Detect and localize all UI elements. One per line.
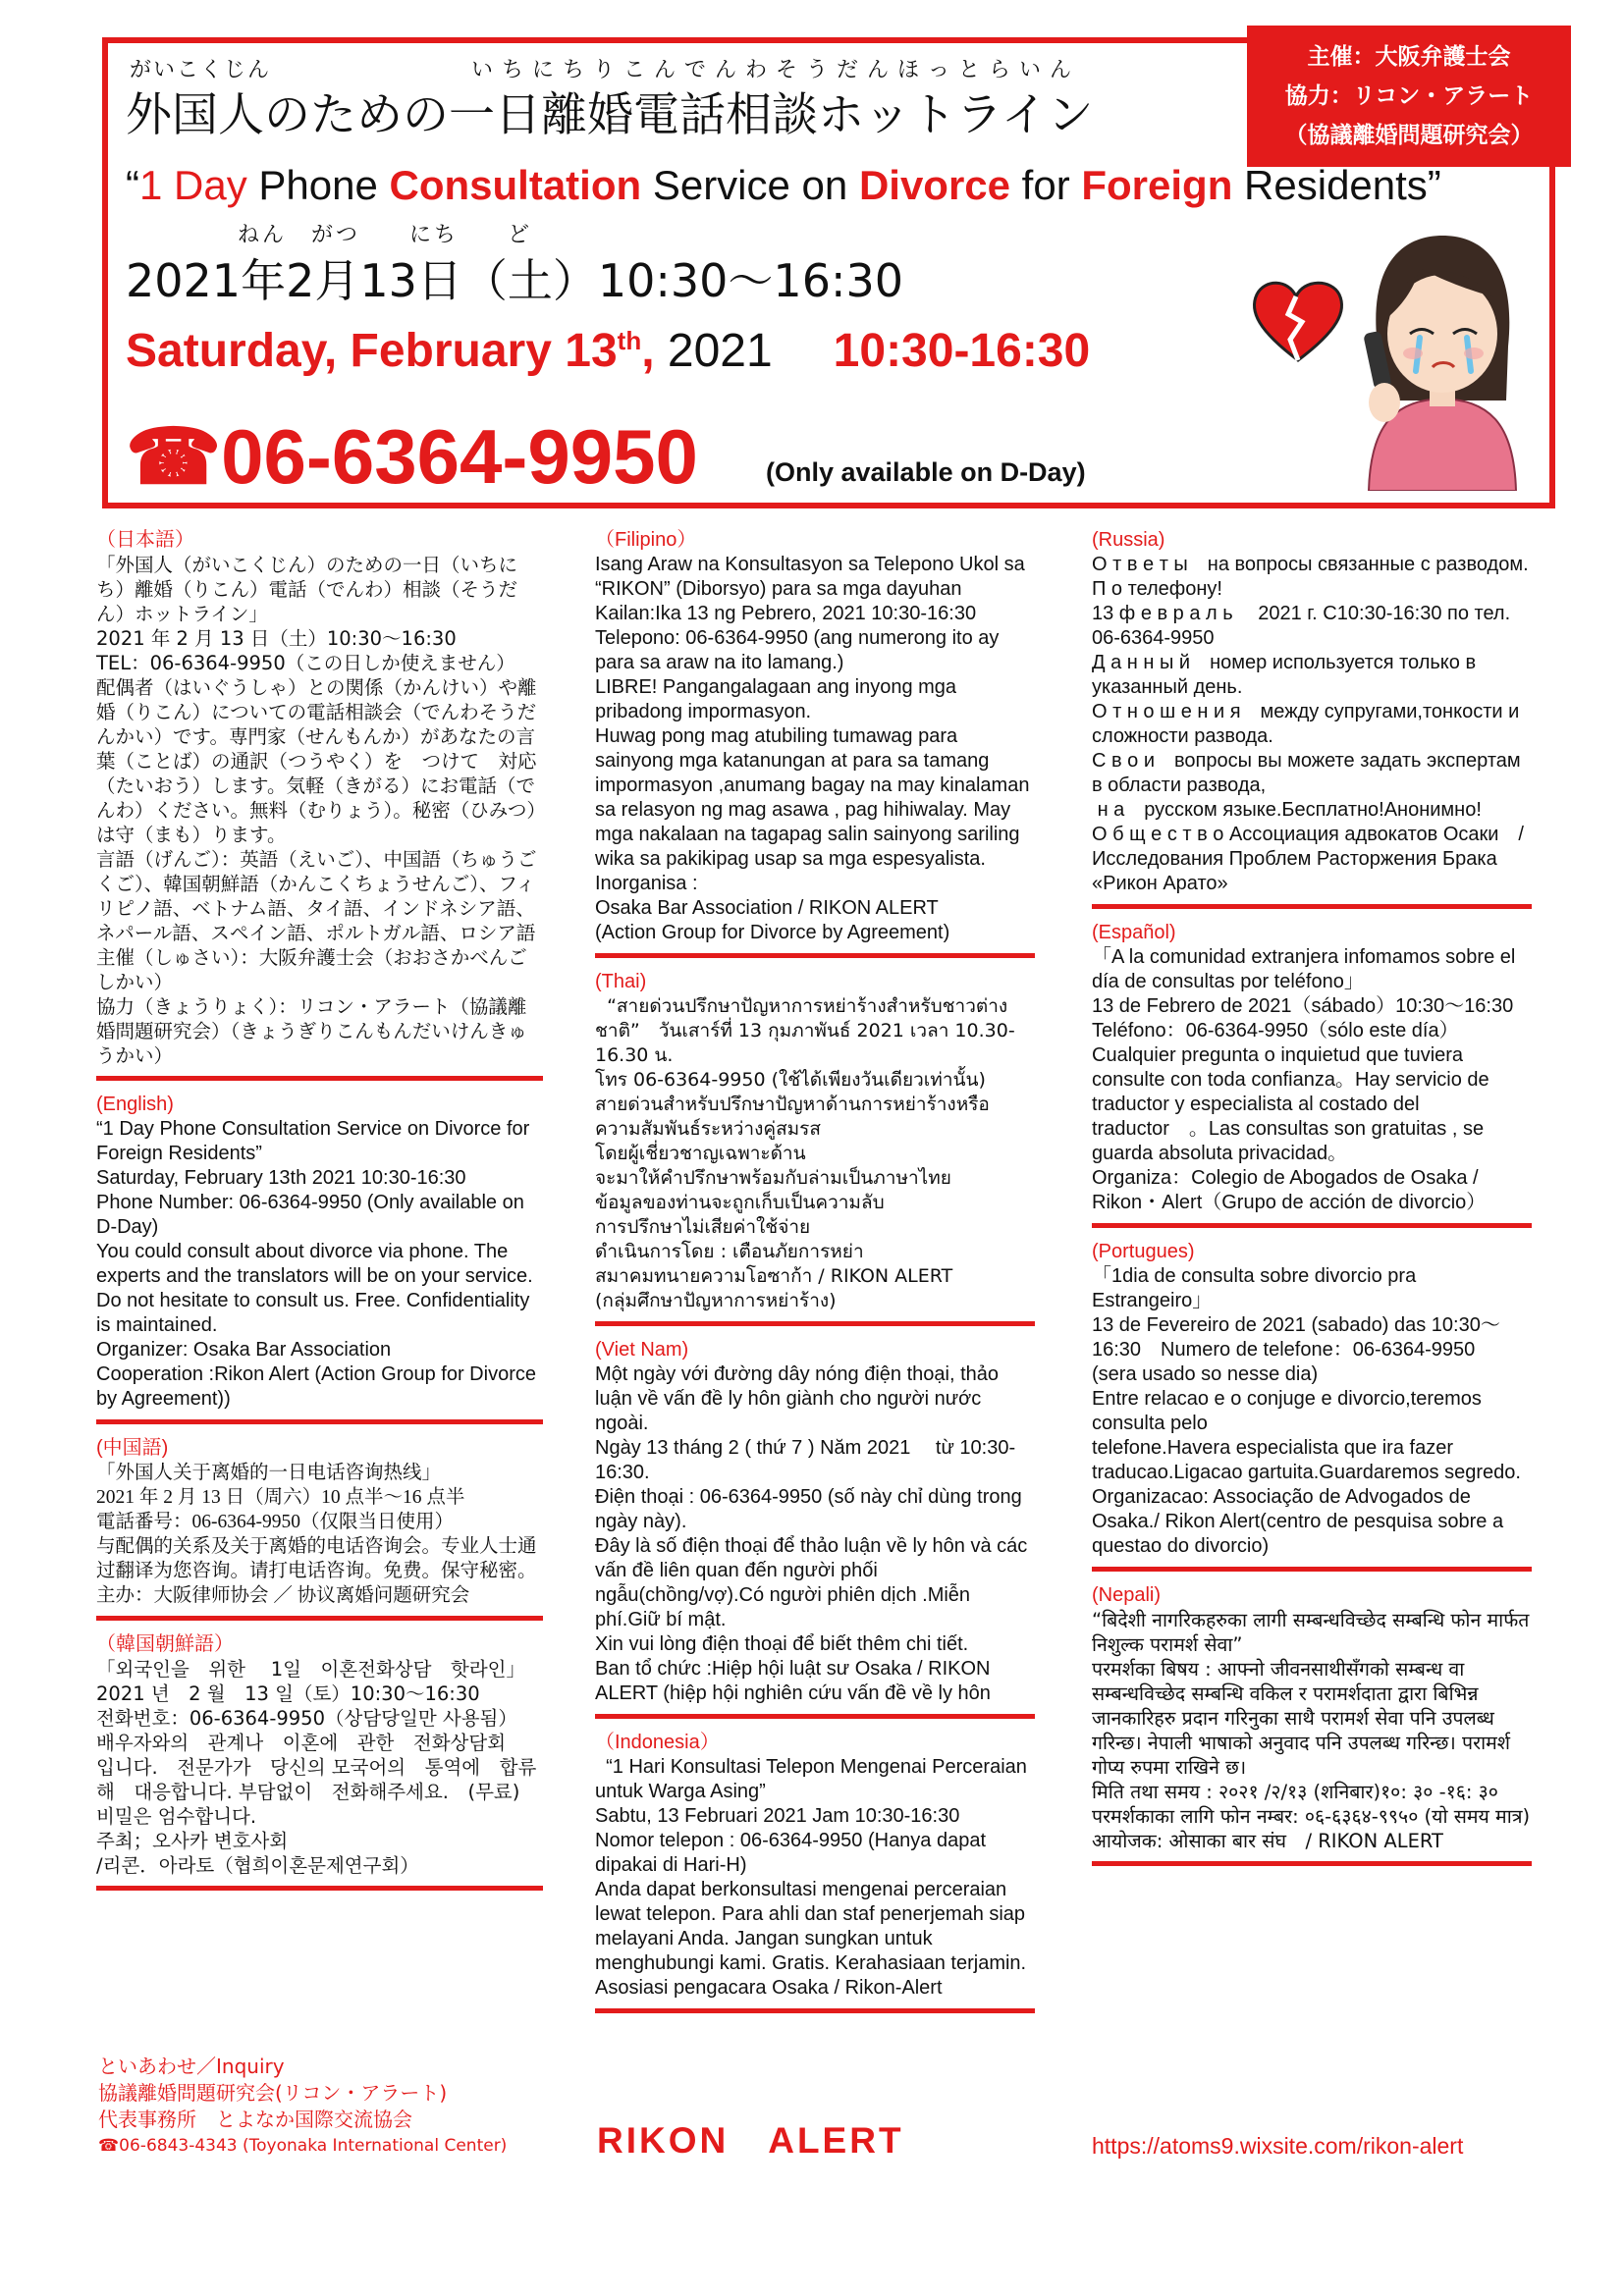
section-thai-body: “สายด่วนปรึกษาปัญหาการหย่าร้างสำหรับชาวต่างชาติ” วันเสาร์ที่ 13 กุมภาพันธ์ 2021 เวลา 10.30-16.30 น. โทร 06-6364-9950 (ใช้ได้เพียงวันเดียวเท่านั้น) สายด่วนสำหรับปรึกษาปัญหาด้านการหย่าร้างหรือความสัมพันธ์ระหว่างคู่สมรส โดยผู้เชี่ยวชาญเฉพาะด้าน จะมาให้คำปรึกษาพร้อมกับล่ามเป็นภาษาไทย ข้อมูลของท่านจะถูกเก็บเป็นความลับ การปรึกษาไม่เสียค่าใช้จ่าย ดำเนินการโดย : เตือนภัยการหย่า สมาคมทนายความโอซาก้า / RIKON ALERT (กลุ่มศึกษาปัญหาการหย่าร้าง) <box>595 995 1015 1311</box>
section-filipino <box>595 528 1035 958</box>
hotline-phone-number: ☎06-6364-9950 <box>126 413 698 500</box>
en-title-phone: Phone <box>246 162 390 208</box>
ruby-gaikokujin: がいこくじん <box>130 58 272 82</box>
section-english-body: “1 Day Phone Consultation Service on Divorce for Foreign Residents” Saturday, February 13th 2021 10:30-16:30 Phone Number: 06-6364-9950 (Only available on D-Day) You could consult about divorce via phone. The experts and the translators will be on your service. Do not hesitate to consult us. Free. Confidentiality is maintained. Organizer: Osaka Bar Association Cooperation :Rikon Alert (Action Group for Divorce by Agreement)) <box>96 1118 536 1410</box>
section-chinese-heading: (中国語) <box>96 1437 169 1459</box>
jp-title: 外国人のための一日離婚電話相談ホットライン <box>126 88 1094 142</box>
sponsor-box <box>1247 26 1571 167</box>
en-date-year: 2021 <box>654 325 773 377</box>
column-middle <box>595 528 1035 2025</box>
section-portugues-body: 「1dia de consulta sobre divorcio pra Estrangeiro」 13 de Fevereiro de 2021 (sabado) das 10:30～16:30 Numero de telefone：06-6364-9950 (sera usado so nesse dia) Entre relacao e o conjuge e divorcio,teremos consulta pelo telefone.Havera especialista que ira fazer traducao.Ligacao gartuita.Guardaremos segredo. Organizacao: Associação de Advogados de Osaka./ Rikon Alert(centro de pesquisa sobre a questao do divorcio) <box>1092 1265 1521 1557</box>
sponsor-line-1: 主催：大阪弁護士会 <box>1307 44 1511 70</box>
column-right <box>1092 528 1532 1878</box>
inquiry-office: 代表事務所 とよなか国際交流協会 <box>98 2108 412 2131</box>
en-title <box>126 162 1441 209</box>
section-nepali-heading: (Nepali) <box>1092 1584 1162 1606</box>
divider <box>96 1616 543 1621</box>
en-title-residents: Residents” <box>1232 162 1441 208</box>
section-indonesia-body: “1 Hari Konsultasi Telepon Mengenai Perceraian untuk Warga Asing” Sabtu, 13 Februari 2021 Jam 10:30-16:30 Nomor telepon : 06-6364-9950 (Hanya dapat dipakai di Hari-H) Anda dapat berkonsultasi mengenai perceraian lewat telepon. Para ahli dan staf penerjemah siap melayani Anda. Jangan sungkan untuk menghubungi kami. Gratis. Kerahasiaan terjamin. Asosiasi pengacara Osaka / Rikon-Alert <box>595 1756 1027 1999</box>
divider <box>1092 1861 1532 1866</box>
section-spanish-body: 「A la comunidad extranjera infomamos sobre el día de consultas por teléfono」 13 de Febrero de 2021（sábado）10:30～16:30 Teléfono：06-6364-9950（sólo este día） Cualquier pregunta o inquietud que tuviera consulte con toda confianza。Hay servicio de traductor y especialista al costado del traductor 。Las consultas son gratuitas , se guarda absoluta privacidad。 Organiza：Colegio de Abogados de Osaka / Rikon・Alert（Grupo de acción de divorcio） <box>1092 946 1516 1213</box>
en-date-sup: th <box>617 326 642 355</box>
section-thai-heading: (Thai) <box>595 971 647 992</box>
section-english <box>96 1093 543 1424</box>
website-link[interactable]: https://atoms9.wixsite.com/rikon-alert <box>1092 2133 1464 2159</box>
en-title-consultation: Consultation <box>389 162 642 208</box>
divider <box>96 1419 543 1424</box>
section-indonesia-heading: （Indonesia） <box>595 1732 720 1753</box>
divider <box>1092 904 1532 909</box>
section-korean-body: 「외국인을 위한 1일 이혼전화상담 핫라인」 2021 년 2 월 13 일（토）10:30～16:30 전화번호：06-6364-9950（상담당일만 사용됨） 배우자와의 관계나 이혼에 관한 전화상담회 입니다. 전문가가 당신의 모국어의 통역에 합류해 대응합니다. 부담없이 전화해주세요. (무료) 비밀은 엄수합니다. 주최；오사카 변호사회 /리콘．아라토（협희이혼문제연구회） <box>96 1658 537 1877</box>
section-vietnam-body: Một ngày với đường dây nóng điện thoại, thảo luận về vấn đề ly hôn giành cho người nước ngoài. Ngày 13 tháng 2 ( thứ 7 ) Năm 2021 từ 10:30-16:30. Điện thoại : 06-6364-9950 (số này chỉ dùng trong ngày này). Đây là số điện thoại để thảo luận về ly hôn và các vấn đề liên quan đến người phối ngẫu(chồng/vợ).Có người phiên dịch .Miễn phí.Giữ bí mật. Xin vui lòng điện thoại để biết thêm chi tiết. Ban tổ chức :Hiệp hội luật sư Osaka / RIKON ALERT (hiệp hội nghiên cứu vấn đề về ly hôn <box>595 1363 1028 1704</box>
section-spanish-heading: (Español) <box>1092 922 1176 943</box>
section-thai <box>595 970 1035 1326</box>
section-portugues-heading: (Portugues) <box>1092 1241 1195 1262</box>
ruby-date: ねん がつ にち ど <box>238 223 533 247</box>
en-title-foreign: Foreign <box>1081 162 1233 208</box>
section-vietnam-heading: (Viet Nam) <box>595 1339 689 1361</box>
section-chinese-body: 「外国人关于离婚的一日电话咨询热线」 2021 年 2 月 13 日（周六）10 点半～16 点半 電話番号：06-6364-9950（仅限当日使用） 与配偶的关系及关于离婚的电话咨询会。专业人士通过翻译为您咨询。请打电话咨询。免费。保守秘密。 主办：大阪律师协会 ／ 协议离婚问题研究会 <box>96 1463 537 1606</box>
en-date <box>126 324 1090 378</box>
en-title-1day: 1 Day <box>139 162 247 208</box>
crying-woman-on-phone-icon <box>1359 224 1526 495</box>
section-korean <box>96 1632 543 1891</box>
section-japanese <box>96 528 543 1081</box>
en-title-quote: “ <box>126 162 139 208</box>
section-spanish <box>1092 921 1532 1228</box>
en-date-comma: , <box>641 325 655 377</box>
section-japanese-heading: （日本語） <box>96 529 194 551</box>
section-english-heading: (English) <box>96 1094 174 1115</box>
section-russia-body: О т в е т ы на вопросы связанные с разводом. П о телефону! 13 ф е в р а л ь 2021 г. С10:30-16:30 по тел. 06-6364-9950 Д а н н ы й номер используется только в указанный день. О т н о ш е н и я между супругами,тонкости и сложности развода. С в о и вопросы вы можете задать экспертам в области развода, н а русском языке.Бесплатно!Анонимно! О б щ е с т в о Ассоциация адвокатов Осаки / Исследования Проблем Расторжения Брака «Рикон Арато» <box>1092 554 1529 894</box>
ruby-title-rest: いちにちりこんでんわそうだんほっとらいん <box>471 58 1081 82</box>
en-date-time: 10:30-16:30 <box>833 325 1091 377</box>
section-nepali-body: “बिदेशी नागरिकहरुका लागी सम्बन्धविच्छेद सम्बन्धि फोन मार्फत निशुल्क परामर्श सेवा” परमर्शका बिषय : आफ्नो जीवनसाथीसँगको सम्बन्ध वा सम्बन्धविच्छेद सम्बन्धि वकिल र परामर्शदाता द्वारा बिभिन्न जानकारिहरु प्रदान गरिनुका साथै परामर्श सेवा पनि उपलब्ध गरिन्छ। नेपाली भाषाको अनुवाद पनि उपलब्ध गरिन्छ। परामर्श गोप्य रुपमा राखिने छ। मिति तथा समय : २०२१ /२/१३ (शनिबार)१०: ३० -१६: ३० परमर्शकाका लागि फोन नम्बर: ०६-६३६४-९९५० (यो समय मात्र) आयोजक: ओसाका बार संघ / RIKON ALERT <box>1092 1609 1531 1852</box>
section-chinese <box>96 1436 543 1621</box>
divider <box>96 1076 543 1081</box>
inquiry-title: といあわせ／Inquiry <box>98 2055 285 2078</box>
column-left <box>96 528 543 1902</box>
section-portugues <box>1092 1240 1532 1572</box>
divider <box>595 2008 1035 2013</box>
divider <box>595 1714 1035 1719</box>
inquiry-org: 協議離婚問題研究会(リコン・アラート) <box>98 2081 448 2105</box>
divider <box>595 1321 1035 1326</box>
phone-note: (Only available on D-Day) <box>766 457 1086 487</box>
divider <box>1092 1567 1532 1572</box>
jp-date: 2021年2月13日（土）10:30～16:30 <box>126 254 903 307</box>
section-russia-heading: (Russia) <box>1092 529 1165 551</box>
divider <box>595 953 1035 958</box>
broken-heart-icon <box>1249 277 1347 369</box>
section-japanese-body: 「外国人（がいこくじん）のための一日（いちにち）離婚（りこん）電話（でんわ）相談（そうだん）ホットライン」 2021 年 2 月 13 日（土）10:30～16:30 TEL：06-6364-9950（この日しか使えません） 配偶者（はいぐうしゃ）との関係（かんけい）や離婚（りこん）についての電話相談会（でんわそうだんかい）です。専門家（せんもんか）があなたの言葉（ことば）の通訳（つうやく）を つけて 対応（たいおう）します。気軽（きがる）にお電話（でんわ）ください。無料（むりょう）。秘密（ひみつ）は守（まも）ります。 言語（げんご）：英語（えいご）、中国語（ちゅうごくご）、韓国朝鮮語（かんこくちょうせんご）、フィリピノ語、ベトナム語、タイ語、インドネシア語、ネパール語、スペイン語、ポルトガル語、ロシア語 主催（しゅさい）：大阪弁護士会（おおさかべんごしかい） 協力（きょうりょく）：リコン・アラート（協議離婚問題研究会）（きょうぎりこんもんだいけんきゅうかい） <box>96 554 537 1067</box>
section-korean-heading: （韓国朝鮮語） <box>96 1633 234 1655</box>
en-title-divorce: Divorce <box>858 162 1011 208</box>
section-vietnam <box>595 1338 1035 1719</box>
inquiry-phone: ☎06-6843-4343 (Toyonaka International Center) <box>98 2136 508 2156</box>
divider <box>96 1886 543 1891</box>
en-title-for: for <box>1010 162 1082 208</box>
en-date-day: Saturday, February 13 <box>126 325 618 377</box>
rikon-alert-logo: RIKON ALERT <box>597 2120 904 2161</box>
section-indonesia <box>595 1731 1035 2013</box>
section-nepali <box>1092 1583 1532 1866</box>
section-russia <box>1092 528 1532 909</box>
en-title-service: Service on <box>641 162 859 208</box>
section-filipino-body: Isang Araw na Konsultasyon sa Telepono Ukol sa “RIKON” (Diborsyo) para sa mga dayuhan Kailan:Ika 13 ng Pebrero, 2021 10:30-16:30 Telepono: 06-6364-9950 (ang numerong ito ay para sa araw na ito lamang.) LIBRE! Pangangalagaan ang inyong mga pribadong impormasyon. Huwag pong mag atubiling tumawag para sainyong mga katanungan at para sa tamang impormasyon ,anumang bagay na may kinalaman sa relasyon ng mag asawa , pag hihiwalay. May mga nakalaan na tagapag salin sainyong sariling wika sa pakikipag usap sa mga espesyalista. Inorganisa : Osaka Bar Association / RIKON ALERT (Action Group for Divorce by Agreement) <box>595 554 1030 943</box>
inquiry-block <box>98 2054 550 2160</box>
section-filipino-heading: （Filipino） <box>595 529 697 551</box>
sponsor-line-2: 協力：リコン・アラート <box>1284 83 1534 109</box>
sponsor-line-3: （協議離婚問題研究会） <box>1284 123 1534 148</box>
divider <box>1092 1223 1532 1228</box>
